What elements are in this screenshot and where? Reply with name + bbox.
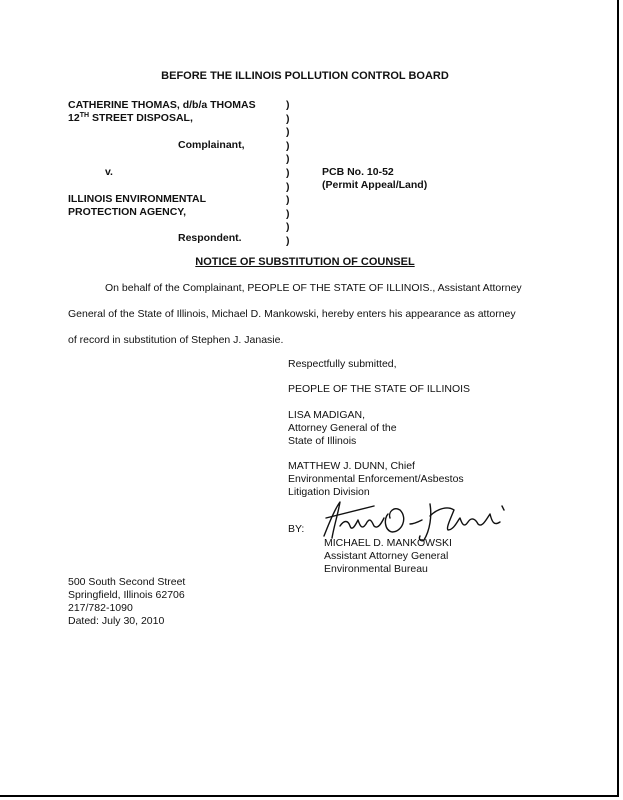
signature-stroke: [324, 502, 340, 538]
chief-title-line1: Environmental Enforcement/Asbestos: [288, 473, 464, 485]
ag-title-line2: State of Illinois: [288, 435, 357, 447]
signature-stroke: [340, 518, 384, 528]
respondent-name-line2: PROTECTION AGENCY,: [68, 206, 187, 218]
ag-name: LISA MADIGAN,: [288, 409, 366, 421]
signature-stroke: [410, 520, 422, 524]
board-title: BEFORE THE ILLINOIS POLLUTION CONTROL BOARD: [161, 70, 449, 82]
signature-stroke: [385, 509, 403, 532]
complainant-name-line2: 12TH STREET DISPOSAL,: [68, 112, 193, 124]
notice-paragraph-line2: General of the State of Illinois, Michael D. Mankowski, hereby enters his appearance as attorney: [68, 308, 516, 320]
chief-name: MATTHEW J. DUNN, Chief: [288, 460, 415, 472]
signature-stroke: [502, 506, 504, 510]
case-type: (Permit Appeal/Land): [322, 179, 428, 191]
notice-heading: NOTICE OF SUBSTITUTION OF COUNSEL: [195, 256, 415, 268]
ag-title-line1: Attorney General of the: [288, 422, 397, 434]
address-phone: 217/782-1090: [68, 602, 133, 614]
complainant-name-line1: CATHERINE THOMAS, d/b/a THOMAS: [68, 99, 256, 111]
address-city: Springfield, Illinois 62706: [68, 589, 185, 601]
versus-label: v.: [105, 166, 113, 178]
chief-title-line2: Litigation Division: [288, 486, 370, 498]
signer-name: MICHAEL D. MANKOWSKI: [324, 537, 452, 549]
date-line: Dated: July 30, 2010: [68, 615, 165, 627]
signer-title-line1: Assistant Attorney General: [324, 550, 449, 562]
notice-paragraph-line1: On behalf of the Complainant, PEOPLE OF THE STATE OF ILLINOIS., Assistant Attorney: [105, 282, 522, 294]
caption-paren-column: ) ) ) ) ) ) ) ) ) ) ): [286, 99, 290, 247]
closing-line: Respectfully submitted,: [288, 358, 397, 370]
respondent-role: Respondent.: [178, 232, 242, 244]
case-number: PCB No. 10-52: [322, 166, 394, 178]
by-label: BY:: [288, 523, 305, 535]
address-street: 500 South Second Street: [68, 576, 186, 588]
signature-stroke: [326, 506, 374, 518]
notice-paragraph-line3: of record in substitution of Stephen J. Janasie.: [68, 334, 284, 346]
signature-stroke: [419, 504, 430, 541]
party-name: PEOPLE OF THE STATE OF ILLINOIS: [288, 383, 471, 395]
signature-stroke: [430, 508, 500, 530]
complainant-role: Complainant,: [178, 139, 245, 151]
respondent-name-line1: ILLINOIS ENVIRONMENTAL: [68, 193, 207, 205]
signer-title-line2: Environmental Bureau: [324, 563, 428, 575]
